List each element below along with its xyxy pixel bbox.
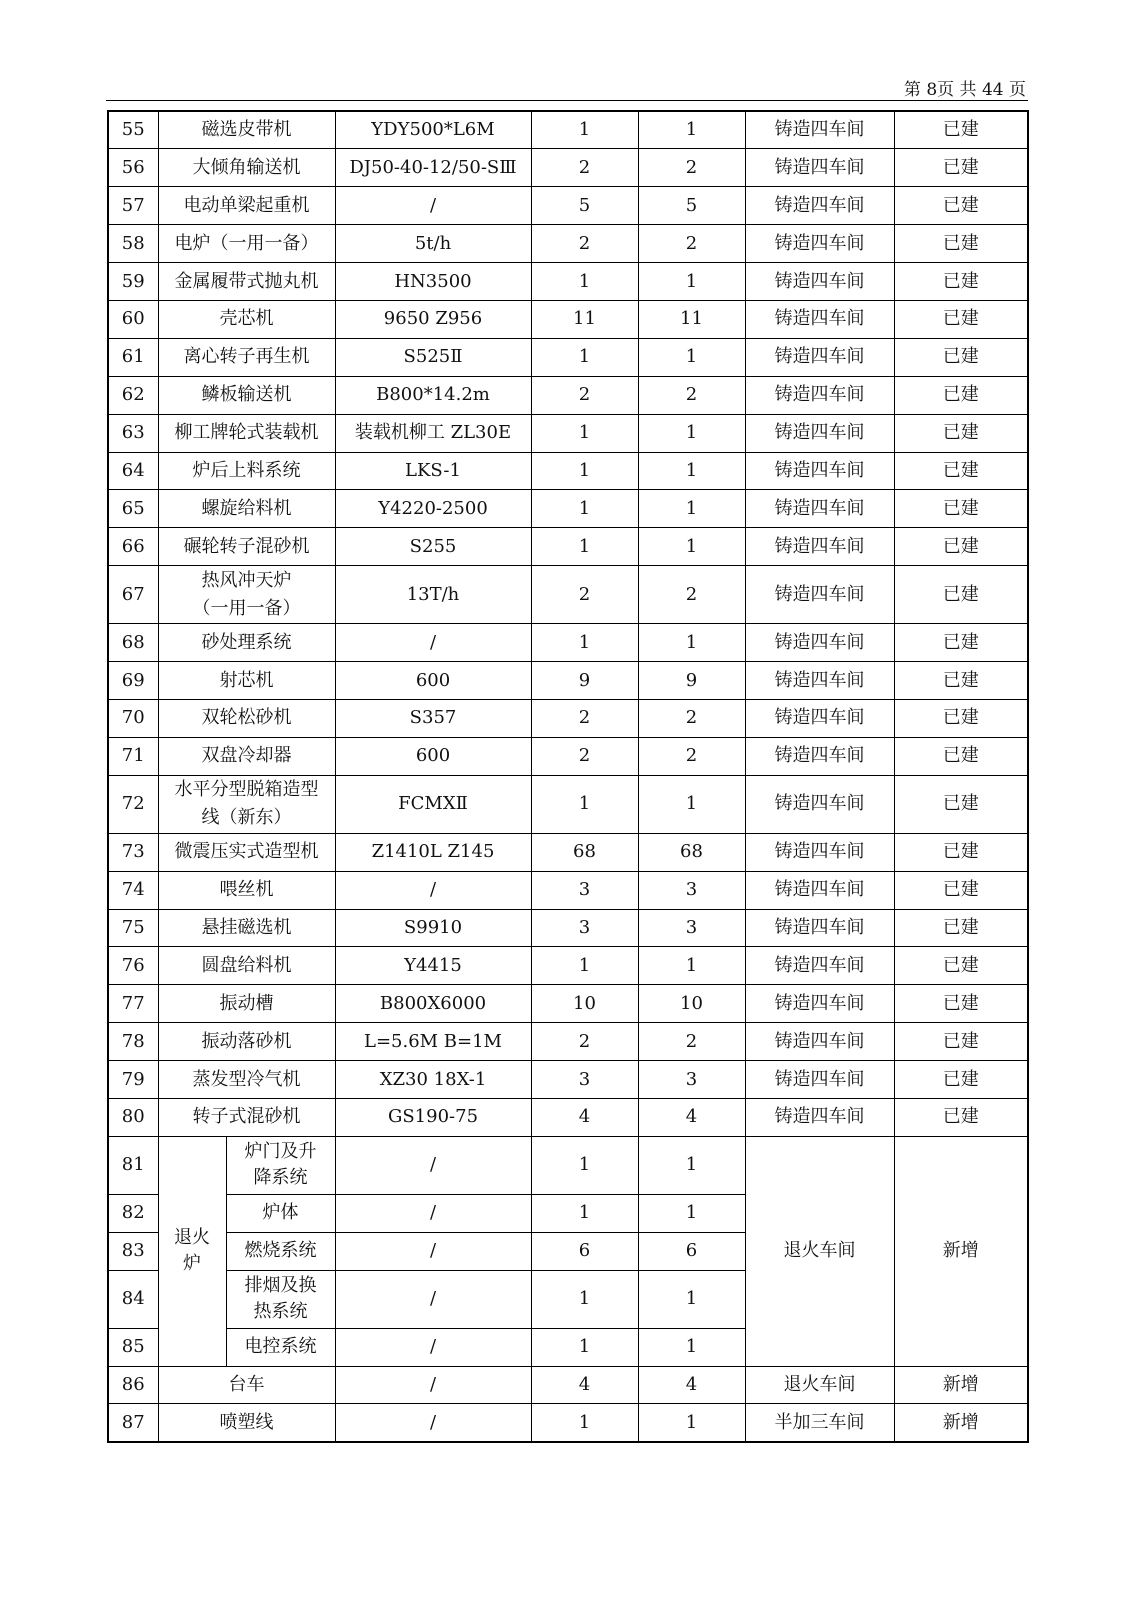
quantity-cell: 2 bbox=[531, 149, 638, 187]
quantity-cell: 4 bbox=[531, 1098, 638, 1136]
equipment-model: L=5.6M B=1M bbox=[335, 1023, 531, 1061]
status-cell: 已建 bbox=[894, 376, 1028, 414]
quantity-cell: 1 bbox=[531, 1270, 638, 1328]
equipment-model: LKS-1 bbox=[335, 452, 531, 490]
equipment-model: / bbox=[335, 1366, 531, 1404]
status-cell: 已建 bbox=[894, 871, 1028, 909]
equipment-model: / bbox=[335, 1404, 531, 1442]
row-number: 66 bbox=[108, 528, 158, 566]
row-number: 57 bbox=[108, 187, 158, 225]
equipment-name: 喷塑线 bbox=[158, 1404, 335, 1442]
status-cell: 已建 bbox=[894, 414, 1028, 452]
table-row bbox=[108, 737, 1028, 775]
row-number: 81 bbox=[108, 1136, 158, 1194]
location-cell: 铸造四车间 bbox=[745, 699, 894, 737]
quantity-cell: 68 bbox=[638, 833, 745, 871]
group-name-cell: 退火 炉 bbox=[158, 1136, 226, 1366]
equipment-name: 悬挂磁选机 bbox=[158, 909, 335, 947]
equipment-name: 双轮松砂机 bbox=[158, 699, 335, 737]
equipment-model: 13T/h bbox=[335, 566, 531, 624]
sub-equipment-name: 燃烧系统 bbox=[226, 1232, 335, 1270]
equipment-name: 鳞板输送机 bbox=[158, 376, 335, 414]
quantity-cell: 6 bbox=[638, 1232, 745, 1270]
status-cell: 已建 bbox=[894, 490, 1028, 528]
location-cell: 铸造四车间 bbox=[745, 528, 894, 566]
group-status-cell: 新增 bbox=[894, 1136, 1028, 1366]
table-row bbox=[108, 1061, 1028, 1099]
quantity-cell: 2 bbox=[531, 1023, 638, 1061]
equipment-model: FCMXⅡ bbox=[335, 775, 531, 833]
row-number: 87 bbox=[108, 1404, 158, 1442]
quantity-cell: 5 bbox=[638, 187, 745, 225]
row-number: 84 bbox=[108, 1270, 158, 1328]
quantity-cell: 1 bbox=[638, 775, 745, 833]
row-number: 64 bbox=[108, 452, 158, 490]
location-cell: 铸造四车间 bbox=[745, 871, 894, 909]
quantity-cell: 1 bbox=[531, 111, 638, 149]
quantity-cell: 3 bbox=[531, 909, 638, 947]
table-row bbox=[108, 225, 1028, 263]
status-cell: 已建 bbox=[894, 149, 1028, 187]
location-cell: 铸造四车间 bbox=[745, 490, 894, 528]
table-row bbox=[108, 187, 1028, 225]
table-row bbox=[108, 1098, 1028, 1136]
status-cell: 已建 bbox=[894, 947, 1028, 985]
quantity-cell: 1 bbox=[531, 1194, 638, 1232]
location-cell: 铸造四车间 bbox=[745, 338, 894, 376]
row-number: 74 bbox=[108, 871, 158, 909]
quantity-cell: 1 bbox=[638, 1270, 745, 1328]
equipment-name: 热风冲天炉 （一用一备） bbox=[158, 566, 335, 624]
quantity-cell: 1 bbox=[531, 452, 638, 490]
equipment-model: YDY500*L6M bbox=[335, 111, 531, 149]
group-location-cell: 退火车间 bbox=[745, 1136, 894, 1366]
row-number: 76 bbox=[108, 947, 158, 985]
location-cell: 半加三车间 bbox=[745, 1404, 894, 1442]
quantity-cell: 1 bbox=[531, 528, 638, 566]
location-cell: 铸造四车间 bbox=[745, 1061, 894, 1099]
status-cell: 已建 bbox=[894, 833, 1028, 871]
quantity-cell: 1 bbox=[638, 947, 745, 985]
equipment-model: B800X6000 bbox=[335, 985, 531, 1023]
quantity-cell: 1 bbox=[638, 1136, 745, 1194]
quantity-cell: 1 bbox=[531, 775, 638, 833]
status-cell: 已建 bbox=[894, 775, 1028, 833]
equipment-model: 9650 Z956 bbox=[335, 300, 531, 338]
quantity-cell: 9 bbox=[638, 662, 745, 700]
equipment-name: 炉后上料系统 bbox=[158, 452, 335, 490]
quantity-cell: 1 bbox=[638, 624, 745, 662]
location-cell: 铸造四车间 bbox=[745, 833, 894, 871]
row-number: 78 bbox=[108, 1023, 158, 1061]
table-row bbox=[108, 452, 1028, 490]
quantity-cell: 4 bbox=[638, 1366, 745, 1404]
header-rule bbox=[106, 100, 1028, 101]
quantity-cell: 9 bbox=[531, 662, 638, 700]
location-cell: 铸造四车间 bbox=[745, 1098, 894, 1136]
equipment-model: 600 bbox=[335, 662, 531, 700]
status-cell: 已建 bbox=[894, 662, 1028, 700]
equipment-model: DJ50-40-12/50-SⅢ bbox=[335, 149, 531, 187]
quantity-cell: 1 bbox=[638, 338, 745, 376]
table-row bbox=[108, 624, 1028, 662]
equipment-name: 射芯机 bbox=[158, 662, 335, 700]
location-cell: 退火车间 bbox=[745, 1366, 894, 1404]
quantity-cell: 2 bbox=[638, 737, 745, 775]
equipment-model: Z1410L Z145 bbox=[335, 833, 531, 871]
table-row bbox=[108, 263, 1028, 301]
row-number: 80 bbox=[108, 1098, 158, 1136]
quantity-cell: 2 bbox=[531, 699, 638, 737]
row-number: 65 bbox=[108, 490, 158, 528]
quantity-cell: 1 bbox=[531, 947, 638, 985]
equipment-model: B800*14.2m bbox=[335, 376, 531, 414]
quantity-cell: 3 bbox=[638, 909, 745, 947]
equipment-model: / bbox=[335, 1232, 531, 1270]
location-cell: 铸造四车间 bbox=[745, 909, 894, 947]
row-number: 69 bbox=[108, 662, 158, 700]
equipment-model: S255 bbox=[335, 528, 531, 566]
status-cell: 已建 bbox=[894, 909, 1028, 947]
page-number-header: 第 8页 共 44 页 bbox=[903, 80, 1026, 100]
quantity-cell: 1 bbox=[638, 1404, 745, 1442]
equipment-name: 水平分型脱箱造型 线（新东） bbox=[158, 775, 335, 833]
table-row bbox=[108, 1404, 1028, 1442]
equipment-model: / bbox=[335, 1328, 531, 1366]
row-number: 73 bbox=[108, 833, 158, 871]
row-number: 62 bbox=[108, 376, 158, 414]
status-cell: 已建 bbox=[894, 263, 1028, 301]
location-cell: 铸造四车间 bbox=[745, 414, 894, 452]
quantity-cell: 4 bbox=[531, 1366, 638, 1404]
equipment-model: XZ30 18X-1 bbox=[335, 1061, 531, 1099]
status-cell: 已建 bbox=[894, 1023, 1028, 1061]
row-number: 61 bbox=[108, 338, 158, 376]
quantity-cell: 1 bbox=[638, 1328, 745, 1366]
quantity-cell: 1 bbox=[531, 263, 638, 301]
status-cell: 已建 bbox=[894, 1098, 1028, 1136]
quantity-cell: 11 bbox=[531, 300, 638, 338]
location-cell: 铸造四车间 bbox=[745, 300, 894, 338]
table-row bbox=[108, 149, 1028, 187]
quantity-cell: 1 bbox=[531, 1136, 638, 1194]
status-cell: 新增 bbox=[894, 1366, 1028, 1404]
status-cell: 已建 bbox=[894, 1061, 1028, 1099]
row-number: 56 bbox=[108, 149, 158, 187]
equipment-name: 微震压实式造型机 bbox=[158, 833, 335, 871]
row-number: 72 bbox=[108, 775, 158, 833]
row-number: 60 bbox=[108, 300, 158, 338]
quantity-cell: 68 bbox=[531, 833, 638, 871]
quantity-cell: 3 bbox=[531, 871, 638, 909]
status-cell: 已建 bbox=[894, 985, 1028, 1023]
equipment-name: 砂处理系统 bbox=[158, 624, 335, 662]
table-row bbox=[108, 490, 1028, 528]
quantity-cell: 2 bbox=[638, 376, 745, 414]
equipment-name: 螺旋给料机 bbox=[158, 490, 335, 528]
table-row bbox=[108, 376, 1028, 414]
quantity-cell: 2 bbox=[638, 225, 745, 263]
row-number: 79 bbox=[108, 1061, 158, 1099]
location-cell: 铸造四车间 bbox=[745, 737, 894, 775]
equipment-name: 电炉（一用一备） bbox=[158, 225, 335, 263]
equipment-model: Y4415 bbox=[335, 947, 531, 985]
table-row bbox=[108, 1023, 1028, 1061]
location-cell: 铸造四车间 bbox=[745, 225, 894, 263]
quantity-cell: 1 bbox=[638, 452, 745, 490]
status-cell: 已建 bbox=[894, 624, 1028, 662]
quantity-cell: 4 bbox=[638, 1098, 745, 1136]
table-row bbox=[108, 662, 1028, 700]
equipment-model: / bbox=[335, 871, 531, 909]
equipment-model: / bbox=[335, 1270, 531, 1328]
quantity-cell: 1 bbox=[531, 1328, 638, 1366]
equipment-model: / bbox=[335, 624, 531, 662]
equipment-name: 喂丝机 bbox=[158, 871, 335, 909]
status-cell: 新增 bbox=[894, 1404, 1028, 1442]
location-cell: 铸造四车间 bbox=[745, 111, 894, 149]
table-row bbox=[108, 775, 1028, 833]
row-number: 55 bbox=[108, 111, 158, 149]
table-row bbox=[108, 338, 1028, 376]
quantity-cell: 1 bbox=[531, 624, 638, 662]
location-cell: 铸造四车间 bbox=[745, 624, 894, 662]
equipment-model: / bbox=[335, 1194, 531, 1232]
status-cell: 已建 bbox=[894, 300, 1028, 338]
status-cell: 已建 bbox=[894, 699, 1028, 737]
location-cell: 铸造四车间 bbox=[745, 263, 894, 301]
row-number: 85 bbox=[108, 1328, 158, 1366]
location-cell: 铸造四车间 bbox=[745, 947, 894, 985]
sub-equipment-name: 排烟及换 热系统 bbox=[226, 1270, 335, 1328]
equipment-name: 金属履带式抛丸机 bbox=[158, 263, 335, 301]
quantity-cell: 2 bbox=[531, 376, 638, 414]
row-number: 63 bbox=[108, 414, 158, 452]
quantity-cell: 2 bbox=[531, 225, 638, 263]
row-number: 82 bbox=[108, 1194, 158, 1232]
status-cell: 已建 bbox=[894, 737, 1028, 775]
quantity-cell: 1 bbox=[638, 1194, 745, 1232]
quantity-cell: 1 bbox=[531, 1404, 638, 1442]
location-cell: 铸造四车间 bbox=[745, 1023, 894, 1061]
quantity-cell: 11 bbox=[638, 300, 745, 338]
location-cell: 铸造四车间 bbox=[745, 149, 894, 187]
location-cell: 铸造四车间 bbox=[745, 566, 894, 624]
quantity-cell: 3 bbox=[531, 1061, 638, 1099]
quantity-cell: 2 bbox=[531, 566, 638, 624]
quantity-cell: 1 bbox=[638, 111, 745, 149]
quantity-cell: 2 bbox=[531, 737, 638, 775]
equipment-name: 转子式混砂机 bbox=[158, 1098, 335, 1136]
table-row bbox=[108, 699, 1028, 737]
location-cell: 铸造四车间 bbox=[745, 452, 894, 490]
equipment-name: 双盘冷却器 bbox=[158, 737, 335, 775]
table-row bbox=[108, 1136, 1028, 1194]
table-row bbox=[108, 300, 1028, 338]
row-number: 83 bbox=[108, 1232, 158, 1270]
status-cell: 已建 bbox=[894, 452, 1028, 490]
sub-equipment-name: 炉门及升 降系统 bbox=[226, 1136, 335, 1194]
status-cell: 已建 bbox=[894, 111, 1028, 149]
equipment-model: 600 bbox=[335, 737, 531, 775]
table-row bbox=[108, 871, 1028, 909]
equipment-name: 碾轮转子混砂机 bbox=[158, 528, 335, 566]
table-row bbox=[108, 566, 1028, 624]
quantity-cell: 1 bbox=[531, 338, 638, 376]
equipment-model: S525Ⅱ bbox=[335, 338, 531, 376]
equipment-model: / bbox=[335, 1136, 531, 1194]
quantity-cell: 1 bbox=[531, 490, 638, 528]
quantity-cell: 3 bbox=[638, 1061, 745, 1099]
table-row bbox=[108, 414, 1028, 452]
quantity-cell: 2 bbox=[638, 1023, 745, 1061]
equipment-model: S357 bbox=[335, 699, 531, 737]
equipment-name: 磁选皮带机 bbox=[158, 111, 335, 149]
status-cell: 已建 bbox=[894, 187, 1028, 225]
equipment-name: 圆盘给料机 bbox=[158, 947, 335, 985]
equipment-name: 柳工牌轮式装载机 bbox=[158, 414, 335, 452]
row-number: 70 bbox=[108, 699, 158, 737]
equipment-name: 大倾角输送机 bbox=[158, 149, 335, 187]
status-cell: 已建 bbox=[894, 566, 1028, 624]
equipment-name: 振动槽 bbox=[158, 985, 335, 1023]
sub-equipment-name: 电控系统 bbox=[226, 1328, 335, 1366]
location-cell: 铸造四车间 bbox=[745, 775, 894, 833]
equipment-model: / bbox=[335, 187, 531, 225]
row-number: 59 bbox=[108, 263, 158, 301]
equipment-model: S9910 bbox=[335, 909, 531, 947]
equipment-name: 壳芯机 bbox=[158, 300, 335, 338]
quantity-cell: 2 bbox=[638, 699, 745, 737]
table-row bbox=[108, 833, 1028, 871]
equipment-name: 台车 bbox=[158, 1366, 335, 1404]
status-cell: 已建 bbox=[894, 225, 1028, 263]
location-cell: 铸造四车间 bbox=[745, 376, 894, 414]
status-cell: 已建 bbox=[894, 338, 1028, 376]
quantity-cell: 1 bbox=[531, 414, 638, 452]
equipment-name: 电动单梁起重机 bbox=[158, 187, 335, 225]
table-row bbox=[108, 528, 1028, 566]
quantity-cell: 10 bbox=[531, 985, 638, 1023]
quantity-cell: 5 bbox=[531, 187, 638, 225]
equipment-model: 装载机柳工 ZL30E bbox=[335, 414, 531, 452]
equipment-table bbox=[107, 110, 1029, 1443]
equipment-model: Y4220-2500 bbox=[335, 490, 531, 528]
row-number: 68 bbox=[108, 624, 158, 662]
table-row bbox=[108, 985, 1028, 1023]
quantity-cell: 2 bbox=[638, 566, 745, 624]
quantity-cell: 1 bbox=[638, 528, 745, 566]
location-cell: 铸造四车间 bbox=[745, 187, 894, 225]
row-number: 58 bbox=[108, 225, 158, 263]
quantity-cell: 1 bbox=[638, 263, 745, 301]
row-number: 86 bbox=[108, 1366, 158, 1404]
row-number: 67 bbox=[108, 566, 158, 624]
table-row bbox=[108, 111, 1028, 149]
equipment-name: 离心转子再生机 bbox=[158, 338, 335, 376]
quantity-cell: 3 bbox=[638, 871, 745, 909]
row-number: 77 bbox=[108, 985, 158, 1023]
table-row bbox=[108, 947, 1028, 985]
quantity-cell: 1 bbox=[638, 414, 745, 452]
quantity-cell: 2 bbox=[638, 149, 745, 187]
equipment-name: 蒸发型冷气机 bbox=[158, 1061, 335, 1099]
sub-equipment-name: 炉体 bbox=[226, 1194, 335, 1232]
equipment-model: 5t/h bbox=[335, 225, 531, 263]
equipment-table-body bbox=[108, 111, 1028, 1442]
location-cell: 铸造四车间 bbox=[745, 662, 894, 700]
equipment-name: 振动落砂机 bbox=[158, 1023, 335, 1061]
equipment-model: GS190-75 bbox=[335, 1098, 531, 1136]
row-number: 75 bbox=[108, 909, 158, 947]
table-row bbox=[108, 1366, 1028, 1404]
equipment-model: HN3500 bbox=[335, 263, 531, 301]
quantity-cell: 10 bbox=[638, 985, 745, 1023]
status-cell: 已建 bbox=[894, 528, 1028, 566]
row-number: 71 bbox=[108, 737, 158, 775]
quantity-cell: 1 bbox=[638, 490, 745, 528]
location-cell: 铸造四车间 bbox=[745, 985, 894, 1023]
table-row bbox=[108, 909, 1028, 947]
quantity-cell: 6 bbox=[531, 1232, 638, 1270]
